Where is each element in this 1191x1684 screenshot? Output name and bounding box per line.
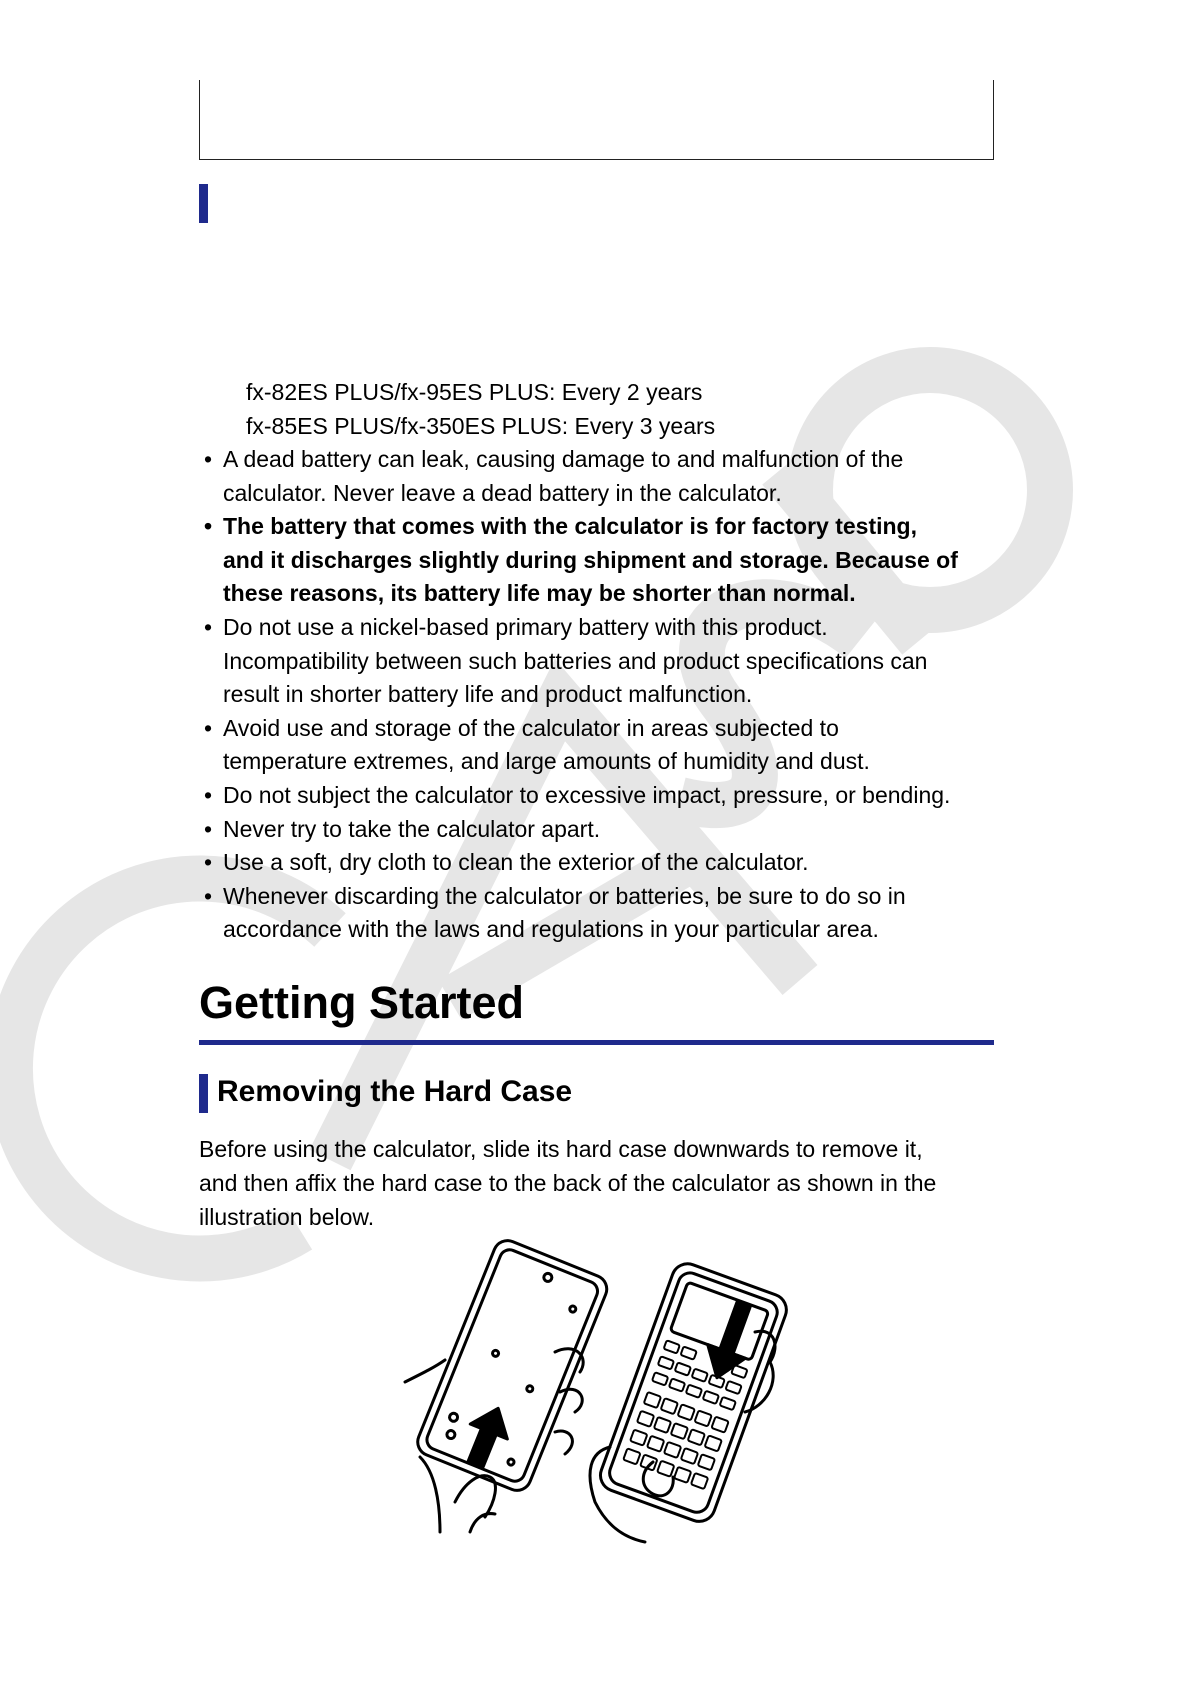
precaution-item: • Whenever discarding the calculator or batteries, be sure to do so in accordance with the laws and regulations in your particular area. bbox=[204, 880, 1004, 947]
battery-life-line: fx-82ES PLUS/fx-95ES PLUS: Every 2 years bbox=[246, 379, 703, 405]
right-hand bbox=[590, 1331, 775, 1542]
hard-case-illustration bbox=[395, 1232, 805, 1552]
precaution-item-emphasis: • The battery that comes with the calculator is for factory testing, and it discharges slightly during shipment and storage. Because of these reasons, its battery life may be shorter than normal. bbox=[204, 510, 1004, 611]
subsection-title: Removing the Hard Case bbox=[217, 1075, 573, 1108]
precaution-item: • Do not subject the calculator to excessive impact, pressure, or bending. bbox=[204, 779, 1004, 813]
battery-life-line: fx-85ES PLUS/fx-350ES PLUS: Every 3 years bbox=[246, 412, 716, 439]
precaution-item: • Avoid use and storage of the calculator in areas subjected to temperature extremes, and large amounts of humidity and dust. bbox=[204, 712, 1004, 779]
precaution-item: • A dead battery can leak, causing damage to and malfunction of the calculator. Never leave a dead battery in the calculator. bbox=[204, 443, 1004, 510]
precaution-item: • Use a soft, dry cloth to clean the exterior of the calculator. bbox=[204, 846, 1004, 880]
battery-life-list bbox=[246, 376, 715, 443]
precaution-item: • Do not use a nickel-based primary battery with this product. Incompatibility between such batteries and product specifications can result in shorter battery life and product malfunction. bbox=[204, 611, 1004, 712]
calculator-front-view bbox=[596, 1259, 791, 1526]
section-title-rule bbox=[199, 1040, 994, 1045]
note-frame bbox=[199, 80, 994, 160]
subsection-marker bbox=[199, 1074, 208, 1113]
section-title: Getting Started bbox=[199, 977, 525, 1028]
precautions-list bbox=[204, 443, 1004, 947]
arrow-down-icon bbox=[698, 1298, 762, 1385]
precaution-item: • Never try to take the calculator apart. bbox=[204, 813, 1004, 847]
instruction-paragraph: Before using the calculator, slide its hard case downwards to remove it, and then affix the hard case to the back of the calculator as shown in the illustration below. bbox=[199, 1136, 937, 1230]
section-marker bbox=[199, 184, 208, 223]
